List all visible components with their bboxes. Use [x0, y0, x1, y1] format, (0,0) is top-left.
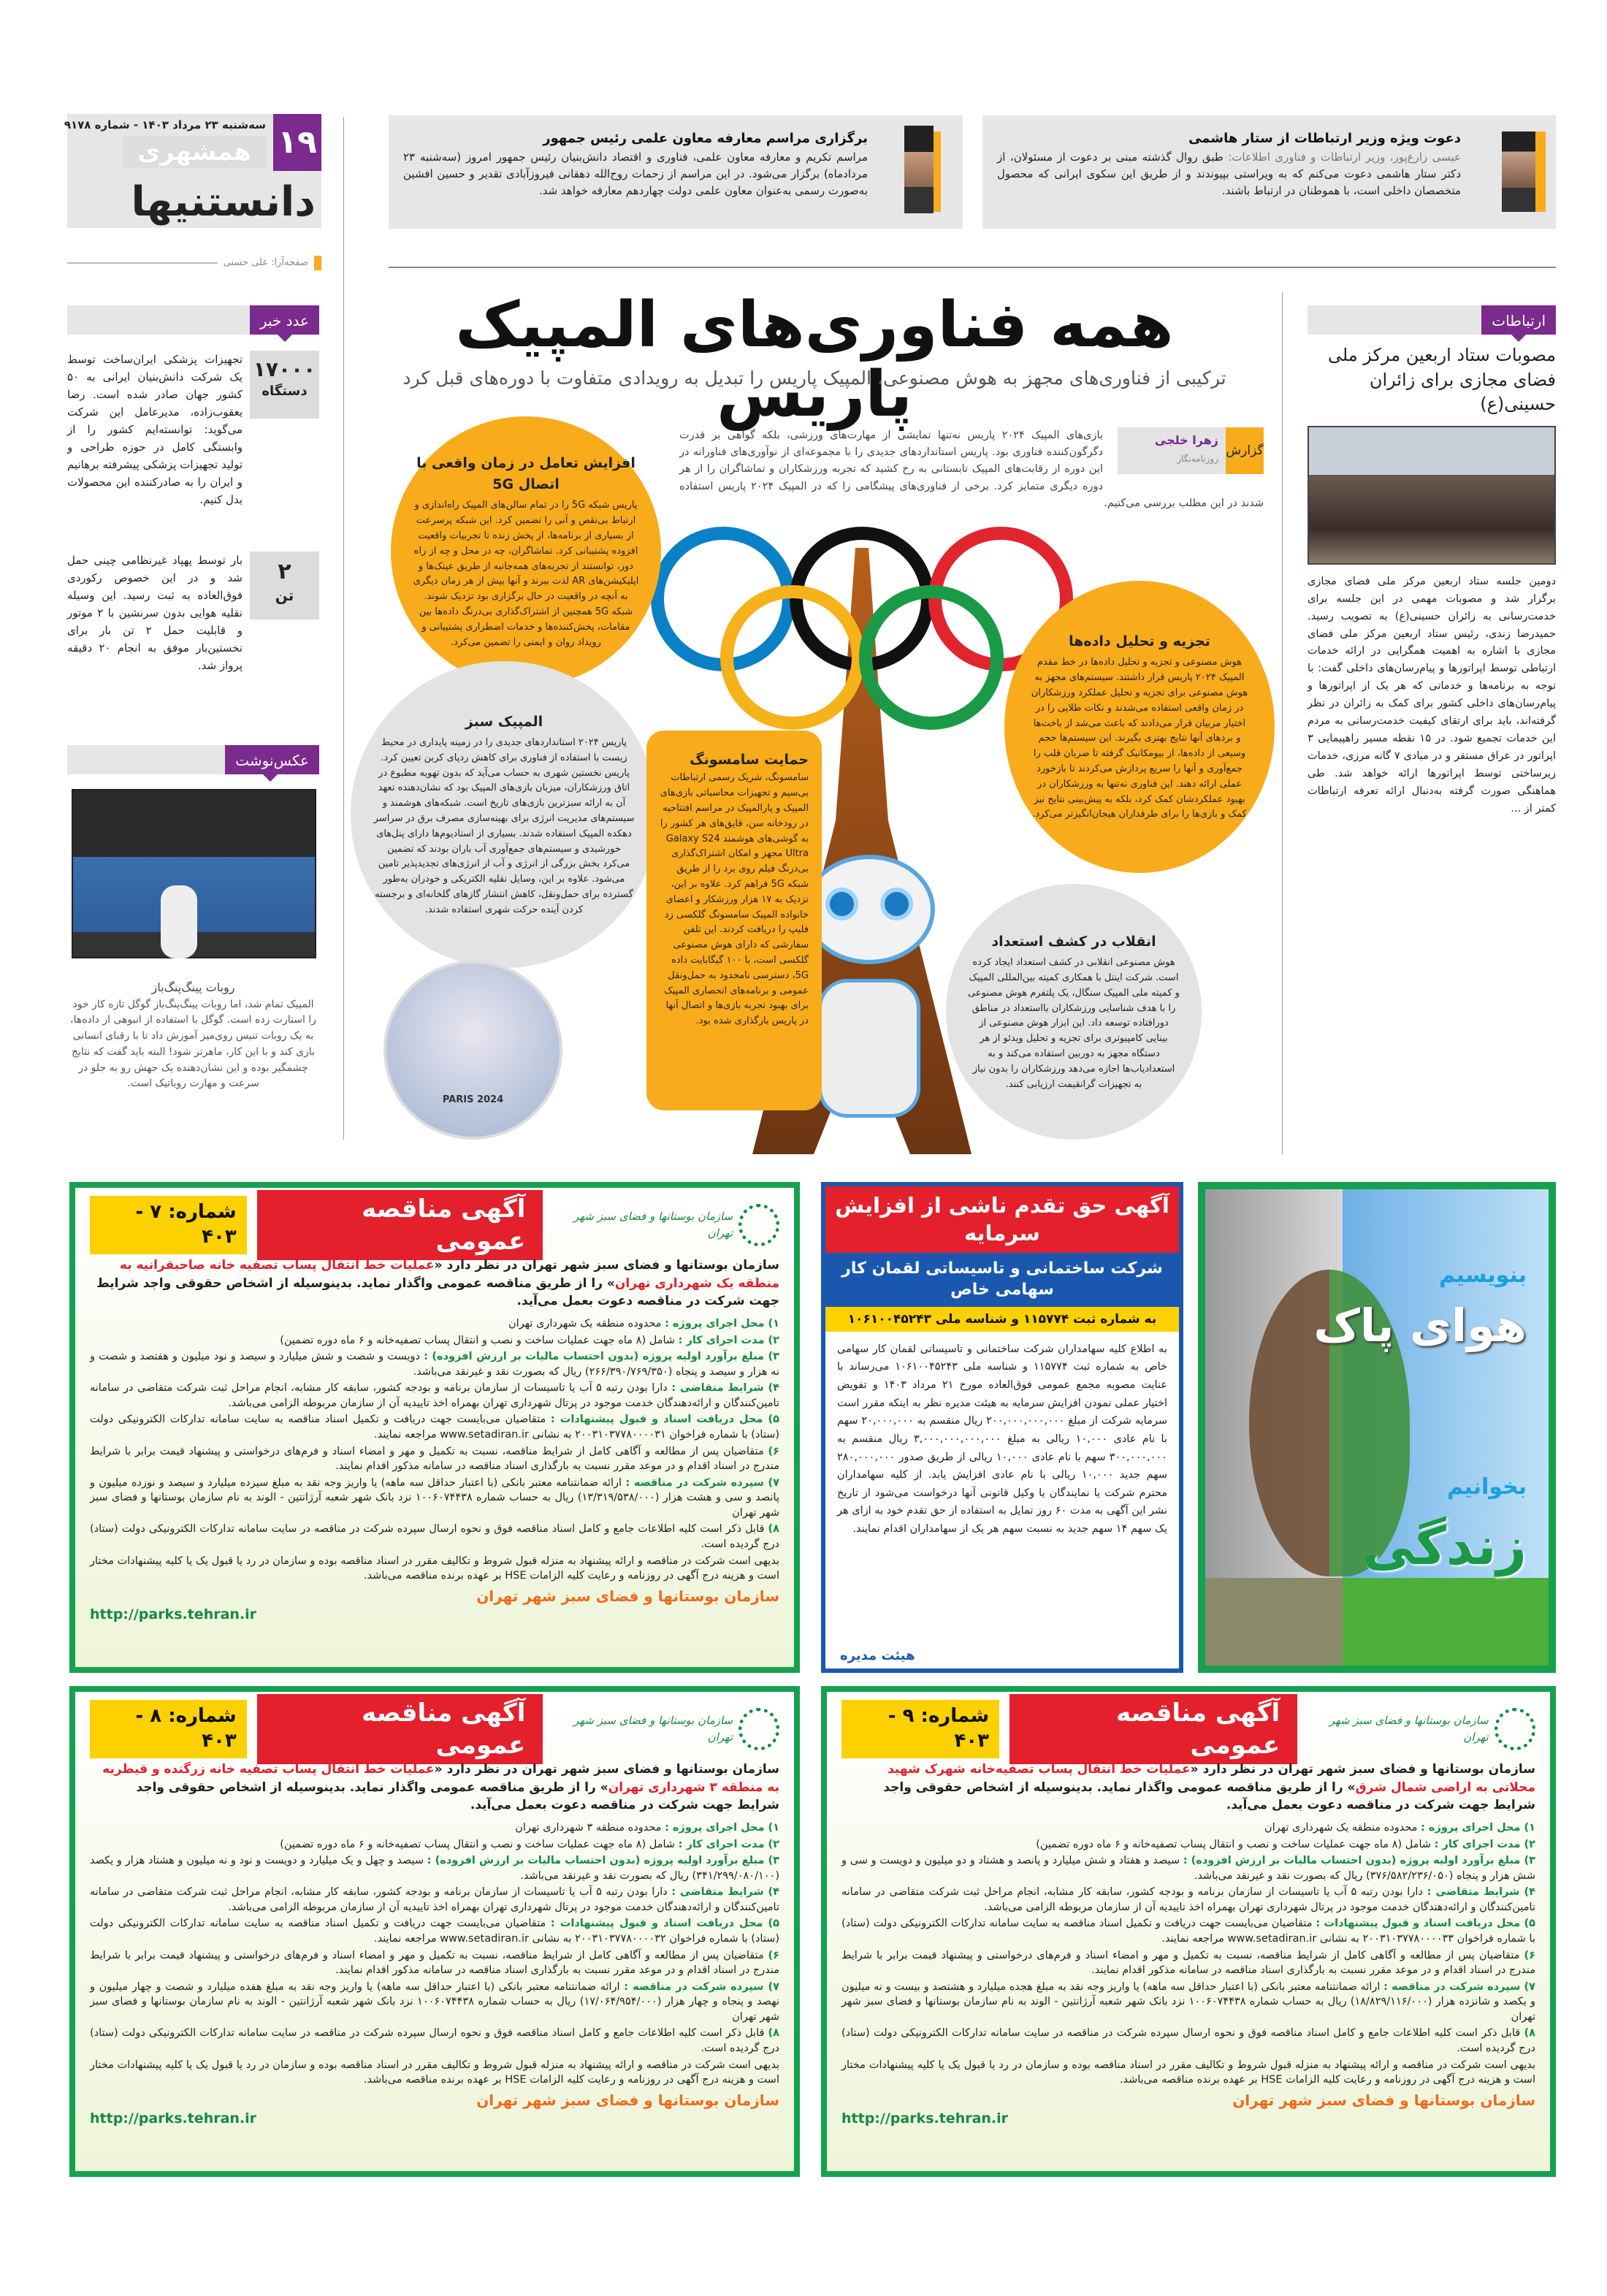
ad-clause: ۸) قابل ذکر است کلیه اطلاعات جامع و کامل اسناد مناقصه فوق و نحوه ارسال سپرده شرکت در مناقصه در سایت سامانه تدارکات الکترونیکی دولت (ستاد) درج گردیده است.	[90, 1523, 780, 1551]
issue-date: سه‌شنبه ۲۳ مرداد ۱۴۰۳ - شماره ۹۱۷۸	[64, 118, 266, 131]
ad-clause: ۵) محل دریافت اسناد و قبول پیشنهادات : متقاضیان می‌بایست جهت دریافت و تکمیل اسناد مناقصه به سایت سامانه تدارکات الکترونیکی دولت (ستاد) با شماره فراخوان ۲۰۰۳۱۰۳۷۷۸۰۰۰۰۳۳ به نشانی www.setadiran.ir مراجعه نمایند.	[841, 1918, 1535, 1945]
number-item: ۲ تن بار توسط پهپاد غیرنظامی چینی حمل شد و در این خصوص رکوردی فوق‌العاده به ثبت رسید. این وسیله نقلیه هوایی بدون سرنشین با ۲ موتور و قابلیت حمل ۲ تن بار برای نخستین‌بار موفق به انجام ۲۰ دقیقه پرواز شد.	[67, 552, 319, 674]
infographic	[358, 424, 1271, 1154]
ict-title: مصوبات ستاد اربعین مرکز ملی فضای مجازی برای زائران حسینی(ع)	[1327, 345, 1556, 415]
ad-number: شماره: ۷ - ۴۰۳	[90, 1196, 247, 1254]
ad-clause: ۸) قابل ذکر است کلیه اطلاعات جامع و کامل اسناد مناقصه فوق و نحوه ارسال سپرده شرکت در مناقصه در سایت سامانه تدارکات الکترونیکی دولت (ستاد) درج گردیده است.	[841, 2027, 1536, 2055]
top-news-science: برگزاری مراسم معارفه معاون علمی رئیس جمهور مراسم تکریم و معارفه معاون علمی، فناوری و اقتصاد دانش‌بنیان رئیس جمهور امروز (سه‌شنبه ۲۳ مردادماه) برگزار می‌شود. در این مراسم از زحمات روح‌الله دهقانی فیروزآبادی تقدیر و حسین افشین به‌صورت رسمی به‌عنوان معاون علمی دولت چهاردهم معارفه خواهد شد.	[389, 115, 963, 229]
top-news-ict: دعوت ویژه وزیر ارتباطات از ستار هاشمی عیسی زارع‌پور، وزیر ارتباطات و فناوری اطلاعات: طبق روال گذشته مبنی بر دعوت از مسئولان، از دکتر ستار هاشمی دعوت می‌کنم که به ویراستی بپیوندند و از طریق این سکوی ایرانی که محصول متخصصان داخلی است، با هموطنان در ارتباط باشند.	[982, 115, 1556, 229]
intro-block	[679, 427, 1264, 512]
parks-org-logo: سازمان بوستانها و فضای سبز شهر تهران	[553, 1204, 779, 1246]
ad-clause: ۴) شرایط متقاضی : دارا بودن رتبه ۵ آب یا تاسیسات از سازمان برنامه و بودجه کشور، سابقه کار مشابه، انجام مراحل ثبت شرکت متقاضی در سامانه تامین‌کنندگان و ارائه‌دهندگان خدمت موجود در پرتال شهرداری تهران بهمراه اخذ تاییدیه آن از سازمان مربوطه الزامی می‌باشد.	[90, 1886, 779, 1913]
robot-arm	[161, 885, 197, 958]
photo-news-body: المپیک تمام شد، اما روبات پینگ‌پنگ‌باز گوگل تازه کار خود را استارت زده است. گوگل با استفاده از انبوهی از داده‌ها، به یک روبات تنیس روی‌میز آموزش داد تا با رقبای انسانی بازی کند و با این کار، ماهرتر شود! البته باید گفت که نتایج چشمگیر بوده و این نشان‌دهنده یک جهش رو به جلو در سرعت و مهارت روباتیک است.	[70, 998, 316, 1090]
bubble-5g: افزایش تعامل در زمان واقعی با اتصال 5G پاریس شبکه 5G را در تمام سالن‌های المپیک راه‌اندازی و ارتباط بی‌نقص و آنی را تضمین کرد. این شبکه پرسرعت از بسیاری از برنامه‌ها، از پخش زنده تا تجربیات واقعیت افزوده پشتیبانی کرد. تماشاگران، چه در محل و چه از راه دور، توانستند از تجربه‌های همه‌جانبه از طریق عینک‌ها و اپلیکیشن‌های AR لذت ببرند و آنها بیش از هر زمان دیگری به آنچه در واقعیت در حال برگزاری بود نزدیک شوند. شبکه 5G همچنین از اشتراک‌گذاری بی‌درنگ داده‌ها بین مقامات، پخش‌کننده‌ها و خدمات اضطراری پشتیبانی و رویداد روان و ایمنی را تضمین می‌کرد.	[391, 416, 661, 687]
ad-clause: ۶) متقاضیان پس از مطالعه و آگاهی کامل از شرایط مناقصه، نسبت به تکمیل و مهر و امضاء اسناد و فرم‌های درخواستی و پیشنهاد قیمت برابر با شرایط مندرج در اسناد اقدام و در موعد مقرر نسبت به بارگذاری اسناد مناقصه در سامانه مذکور اقدام نمایند.	[90, 1445, 779, 1473]
ad-clause: ۶) متقاضیان پس از مطالعه و آگاهی کامل از شرایط مناقصه، نسبت به تکمیل و مهر و امضاء اسناد و فرم‌های درخواستی و پیشنهاد قیمت برابر با شرایط مندرج در اسناد اقدام و در موعد مقرر نسبت به بارگذاری اسناد مناقصه در سامانه مذکور اقدام نمایند.	[841, 1949, 1536, 1977]
ad-clause: ۵) محل دریافت اسناد و قبول پیشنهادات : متقاضیان می‌بایست جهت دریافت و تکمیل اسناد مناقصه به سایت سامانه تدارکات الکترونیکی دولت (ستاد) با شماره فراخوان ۲۰۰۳۱۰۳۷۷۸۰۰۰۰۳۱ به نشانی www.setadiran.ir مراجعه نمایند.	[90, 1414, 780, 1441]
section-tag: ارتباطات	[1481, 305, 1556, 335]
ad-clause: ۳) مبلغ برآورد اولیه پروژه (بدون احتساب مالیات بر ارزش افزوده) : دویست و شصت و شش میلیارد و سیصد و نود میلیون و هفتصد و شصت و نه هزار و سیصد و پنجاه (۲۶۶/۳۹۰/۷۶۹/۳۵۰) ریال که بصورت نقد و غیرنقد می‌باشد.	[90, 1351, 779, 1378]
arbaeen-photo	[1308, 426, 1556, 565]
paper-logo: همشهری	[123, 136, 266, 168]
number-item: ۱۷۰۰۰ دستگاه تجهیزات پزشکی ایران‌ساخت توسط یک شرکت دانش‌بنیان ایرانی به ۵۰ کشور جهان صادر شده است. رضا یعقوب‌زاده، مدیرعامل این شرکت می‌گوید: توانسته‌ایم کشور را از وابستگی کامل در حوزه طراحی و تولید تجهیزات پزشکی پیشرفته برهانیم و ایران را به صادرکننده این محصولات بدل کنیم.	[67, 351, 319, 508]
accent-marker	[314, 256, 321, 270]
ad-clause: ۴) شرایط متقاضی : دارا بودن رتبه ۵ آب یا تاسیسات از سازمان برنامه و بودجه کشور، سابقه کار مشابه، انجام مراحل ثبت شرکت متقاضی در سامانه تامین‌کنندگان و ارائه‌دهندگان خدمت موجود در پرتال شهرداری تهران بهمراه اخذ تاییدیه آن از سازمان مربوطه الزامی می‌باشد.	[90, 1382, 779, 1409]
report-byline: گزارش زهرا خلجی روزنامه‌نگار	[1118, 427, 1264, 474]
section-tag: عدد خبر	[250, 305, 319, 335]
intro-text: بازی‌های المپیک ۲۰۲۴ پاریس نه‌تنها نمایشی از مهارت‌های ورزشی، بلکه گواهی بر قدرت دگرگون‌کننده فناوری بود. پاریس استانداردهای جدیدی را با مجموعه‌ای از نوآوری‌های فناورانه در این دوره از رقابت‌های المپیک تابستانی به رخ کشید که تجربه ورزشکاران و تماشاگران را از هر دوره دیگری متمایز کرد. برخی از فناوری‌های پیشگامی را که در المپیک ۲۰۲۴ پاریس استفاده شدند در این مطلب بررسی می‌کنیم.	[679, 430, 1264, 509]
ad-title: آگهی مناقصه عمومی	[1009, 1694, 1297, 1764]
tender-ad-9: سازمان بوستانها و فضای سبز شهر تهران آگهی مناقصه عمومی شماره: ۹ - ۴۰۳ سازمان بوستانها و فضای سبز شهر تهران در نظر دارد «عملیات خط انتقال پساب تصفیه‌خانه شهرک شهید محلاتی به اراضی شمال شرق» را از طریق مناقصه عمومی واگذار نماید. بدینوسیله از اشخاص حقوقی واجد شرایط جهت شرکت در مناقصه دعوت بعمل می‌آید. ۱) محل اجرای پروژه : محدوده منطقه یک شهرداری تهران ۲) مدت اجرای کار : شامل (۸ ماه جهت عملیات ساخت و نصب و انتقال پساب تصفیه‌خانه و ۶ ماه دوره تضمین) ۳) مبلغ برآورد اولیه پروژه (بدون احتساب مالیات بر ارزش افزوده) : سیصد و هفتاد و شش میلیارد و پانصد و هشتاد و دو میلیون و دویست و سی و شش هزار و پنجاه (۳۷۶/۵۸۲/۲۳۶/۰۵۰) ریال که بصورت نقد و غیرنقد می‌باشد. ۴) شرایط متقاضی : دارا بودن رتبه ۵ آب یا تاسیسات از سازمان برنامه و بودجه کشور، سابقه کار مشابه، انجام مراحل ثبت شرکت متقاضی در سامانه تامین‌کنندگان و ارائه‌دهندگان خدمت موجود در پرتال شهرداری تهران بهمراه اخذ تاییدیه آن از سازمان مربوطه الزامی می‌باشد. ۵) محل دریافت اسناد و قبول پیشنهادات : متقاضیان می‌بایست جهت دریافت و تکمیل اسناد مناقصه به سایت سامانه تدارکات الکترونیکی دولت (ستاد) با شماره فراخوان ۲۰۰۳۱۰۳۷۷۸۰۰۰۰۳۳ به نشانی www.setadiran.ir مراجعه نمایند. ۶) متقاضیان پس از مطالعه و آگاهی کامل از شرایط مناقصه، نسبت به تکمیل و مهر و امضاء اسناد و فرم‌های درخواستی و پیشنهاد قیمت برابر با شرایط مندرج در اسناد اقدام و در موعد مقرر نسبت به بارگذاری اسناد مناقصه در سامانه مذکور اقدام نمایند. ۷) سپرده شرکت در مناقصه : ارائه ضمانتنامه معتبر بانکی (با اعتبار حداقل سه ماهه) یا واریز وجه نقد به مبلغ هجده میلیارد و هشتصد و بیست و نه میلیون و یکصد و شانزده هزار (۱۸/۸۲۹/۱۱۶/۰۰۰) ریال به حساب شماره ۱۰۰۶۰۷۴۴۳۸ نزد بانک شهر شعبه آرژانتین - الوند به نام سازمان بوستانها و فضای سبز شهر تهران ۸) قابل ذکر است کلیه اطلاعات جامع و کامل اسناد مناقصه فوق و نحوه ارسال سپرده شرکت در مناقصه در سایت سامانه تدارکات الکترونیکی دولت (ستاد) درج گردیده است. بدیهی است شرکت در مناقصه و ارائه پیشنهاد به منزله قبول شروط و تکالیف مقرر در اسناد مناقصه بوده و سازمان در رد یا قبول یک یا کلیه پیشنهادات مختار است و هزینه درج آگهی در روزنامه و رعایت کلیه الزامات HSE بر عهده برنده مناقصه می‌باشد. سازمان بوستانها و فضای سبز شهر تهران http://parks.tehran.ir	[821, 1686, 1556, 2177]
numbers-news-header	[67, 305, 319, 335]
ad-clause: ۴) شرایط متقاضی : دارا بودن رتبه ۵ آب یا تاسیسات از سازمان برنامه و بودجه کشور، سابقه کار مشابه، انجام مراحل ثبت شرکت متقاضی در سامانه تامین‌کنندگان و ارائه‌دهندگان خدمت موجود در پرتال شهرداری تهران بهمراه اخذ تاییدیه آن از سازمان مربوطه الزامی می‌باشد.	[841, 1886, 1536, 1913]
parks-org-logo: سازمان بوستانها و فضای سبز شهر تهران	[553, 1708, 779, 1750]
bubble-data-analysis: تجزیه و تحلیل داده‌ها هوش مصنوعی و تجزیه و تحلیل داده‌ها در خط مقدم المپیک ۲۰۲۴ پاریس قرار داشتند. سیستم‌های مجهز به هوش مصنوعی برای تجزیه و تحلیل عملکرد ورزشکاران در زمان واقعی استفاده می‌شدند و نکات طلایی را در اختیار مربیان قرار می‌دادند که باعث می‌شد از باخت‌ها و بردهای آنها نتایج بهتری بگیرند. این سیستم‌ها حجم وسیعی از داده‌ها، از بیومکانیک گرفته تا ضربان قلب را جمع‌آوری و آنها را سریع پردازش می‌کردند تا بازخورد عملی ارائه دهند. این فناوری نه‌تنها به ورزشکاران در بهبود عملکردشان کمک کرد، بلکه به پیش‌بینی نتایج نیز کمک و بازی‌ها را برای طرفداران هیجان‌انگیزتر می‌کرد.	[1004, 581, 1275, 873]
tehran-emblem-icon	[738, 1204, 779, 1246]
parks-link[interactable]: http://parks.tehran.ir	[841, 2110, 1009, 2127]
ad-clause: ۷) سپرده شرکت در مناقصه : ارائه ضمانتنامه معتبر بانکی (با اعتبار حداقل سه ماهه) یا واریز وجه نقد به مبلغ هجده میلیارد و هشتصد و بیست و نه میلیون و یکصد و شانزده هزار (۱۸/۸۲۹/۱۱۶/۰۰۰) ریال به حساب شماره ۱۰۰۶۰۷۴۴۳۸ نزد بانک شهر شعبه آرژانتین - الوند به نام سازمان بوستانها و فضای سبز شهر تهران	[841, 1980, 1535, 2023]
tehran-emblem-icon	[738, 1708, 779, 1750]
tender-ad-8: سازمان بوستانها و فضای سبز شهر تهران آگهی مناقصه عمومی شماره: ۸ - ۴۰۳ سازمان بوستانها و فضای سبز شهر تهران در نظر دارد «عملیات خط انتقال پساب تصفیه خانه زرگنده و قیطریه به منطقه ۳ شهرداری تهران» را از طریق مناقصه عمومی واگذار نماید. بدینوسیله از اشخاص حقوقی واجد شرایط جهت شرکت در مناقصه دعوت بعمل می‌آید. ۱) محل اجرای پروژه : محدوده منطقه ۳ شهرداری تهران ۲) مدت اجرای کار : شامل (۸ ماه جهت عملیات ساخت و نصب و انتقال پساب تصفیه‌خانه و ۶ ماه دوره تضمین) ۳) مبلغ برآورد اولیه پروژه (بدون احتساب مالیات بر ارزش افزوده) : سیصد و چهل و یک میلیارد و دویست و نود و نه میلیون و هشتاد هزار و یکصد (۳۴۱/۲۹۹/۰۸۰/۱۰۰) ریال که بصورت نقد و غیرنقد می‌باشد. ۴) شرایط متقاضی : دارا بودن رتبه ۵ آب یا تاسیسات از سازمان برنامه و بودجه کشور، سابقه کار مشابه، انجام مراحل ثبت شرکت متقاضی در سامانه تامین‌کنندگان و ارائه‌دهندگان خدمت موجود در پرتال شهرداری تهران بهمراه اخذ تاییدیه آن از سازمان مربوطه الزامی می‌باشد. ۵) محل دریافت اسناد و قبول پیشنهادات : متقاضیان می‌بایست جهت دریافت و تکمیل اسناد مناقصه به سایت سامانه تدارکات الکترونیکی دولت (ستاد) با شماره فراخوان ۲۰۰۳۱۰۳۷۷۸۰۰۰۰۳۲ به نشانی www.setadiran.ir مراجعه نمایند. ۶) متقاضیان پس از مطالعه و آگاهی کامل از شرایط مناقصه، نسبت به تکمیل و مهر و امضاء اسناد و فرم‌های درخواستی و پیشنهاد قیمت برابر با شرایط مندرج در اسناد اقدام و در موعد مقرر نسبت به بارگذاری اسناد مناقصه در سامانه مذکور اقدام نمایند. ۷) سپرده شرکت در مناقصه : ارائه ضمانتنامه معتبر بانکی (با اعتبار حداقل سه ماهه) یا واریز وجه نقد به مبلغ هفده میلیارد و شصت و چهار میلیون و نهصد و پنجاه و چهار هزار (۱۷/۰۶۴/۹۵۴/۰۰۰) ریال به حساب شماره ۱۰۰۶۰۷۴۴۳۸ نزد بانک شهر شعبه آرژانتین - الوند به نام سازمان بوستانها و فضای سبز شهر تهران ۸) قابل ذکر است کلیه اطلاعات جامع و کامل اسناد مناقصه فوق و نحوه ارسال سپرده شرکت در مناقصه در سایت سامانه تدارکات الکترونیکی دولت (ستاد) درج گردیده است. بدیهی است شرکت در مناقصه و ارائه پیشنهاد به منزله قبول شروط و تکالیف مقرر در اسناد مناقصه بوده و سازمان در رد یا قبول یک یا کلیه پیشنهادات مختار است و هزینه درج آگهی در روزنامه و رعایت کلیه الزامات HSE بر عهده برنده مناقصه می‌باشد. سازمان بوستانها و فضای سبز شهر تهران http://parks.tehran.ir	[69, 1686, 800, 2177]
ad-clause: بدیهی است شرکت در مناقصه و ارائه پیشنهاد به منزله قبول شروط و تکالیف مقرر در اسناد مناقصه بوده و سازمان در رد یا قبول یک یا کلیه پیشنهادات مختار است و هزینه درج آگهی در روزنامه و رعایت کلیه الزامات HSE بر عهده برنده مناقصه می‌باشد.	[90, 1555, 779, 1582]
robot-pingpong-photo	[72, 789, 316, 958]
grass	[1205, 1578, 1549, 1666]
portrait-photo	[1502, 131, 1546, 212]
section-title: دانستنیها	[131, 178, 316, 226]
paris-robot-image	[383, 961, 562, 1140]
ad-title: آگهی مناقصه عمومی	[257, 1190, 543, 1260]
ad-clause: ۶) متقاضیان پس از مطالعه و آگاهی کامل از شرایط مناقصه، نسبت به تکمیل و مهر و امضاء اسناد و فرم‌های درخواستی و پیشنهاد قیمت برابر با شرایط مندرج در اسناد اقدام و در موعد مقرر نسبت به بارگذاری اسناد مناقصه در سامانه مذکور اقدام نمایند.	[90, 1949, 779, 1977]
bubble-talent-discovery: انقلاب در کشف استعداد هوش مصنوعی انقلابی در کشف استعداد ایجاد کرده است. شرکت اینتل با همکاری کمیته بین‌المللی المپیک و کمیته ملی المپیک سنگال، یک پلتفرم هوش مصنوعی را با هدف شناسایی ورزشکاران بااستعداد در مناطق دورافتاده توسعه داد. این ابزار هوش مصنوعی از بینایی کامپیوتری برای تجزیه و تحلیل ویدئو از هر دستگاه مجهز به دوربین استفاده می‌کند و به استعدادیاب‌ها اجازه می‌دهد ورزشکاران را بدون نیاز به تجهیزات گرانقیمت ارزیابی کنند.	[946, 884, 1202, 1140]
ad-clause: ۷) سپرده شرکت در مناقصه : ارائه ضمانتنامه معتبر بانکی (با اعتبار حداقل سه ماهه) یا واریز وجه نقد به مبلغ هفده میلیارد و شصت و چهار میلیون و نهصد و پنجاه و چهار هزار (۱۷/۰۶۴/۹۵۴/۰۰۰) ریال به حساب شماره ۱۰۰۶۰۷۴۴۳۸ نزد بانک شهر شعبه آرژانتین - الوند به نام سازمان بوستانها و فضای سبز شهر تهران	[90, 1980, 780, 2023]
tender-ad-7: سازمان بوستانها و فضای سبز شهر تهران آگهی مناقصه عمومی شماره: ۷ - ۴۰۳ سازمان بوستانها و فضای سبز شهر تهران در نظر دارد «عملیات خط انتقال پساب تصفیه خانه صاحبقرانیه به منطقه یک شهرداری تهران» را از طریق مناقصه عمومی واگذار نماید. بدینوسیله از اشخاص حقوقی واجد شرایط جهت شرکت در مناقصه دعوت بعمل می‌آید. ۱) محل اجرای پروژه : محدوده منطقه یک شهرداری تهران ۲) مدت اجرای کار : شامل (۸ ماه جهت عملیات ساخت و نصب و انتقال پساب تصفیه‌خانه و ۶ ماه دوره تضمین) ۳) مبلغ برآورد اولیه پروژه (بدون احتساب مالیات بر ارزش افزوده) : دویست و شصت و شش میلیارد و سیصد و نود میلیون و هفتصد و شصت و نه هزار و سیصد و پنجاه (۲۶۶/۳۹۰/۷۶۹/۳۵۰) ریال که بصورت نقد و غیرنقد می‌باشد. ۴) شرایط متقاضی : دارا بودن رتبه ۵ آب یا تاسیسات از سازمان برنامه و بودجه کشور، سابقه کار مشابه، انجام مراحل ثبت شرکت متقاضی در سامانه تامین‌کنندگان و ارائه‌دهندگان خدمت موجود در پرتال شهرداری تهران بهمراه اخذ تاییدیه آن از سازمان مربوطه الزامی می‌باشد. ۵) محل دریافت اسناد و قبول پیشنهادات : متقاضیان می‌بایست جهت دریافت و تکمیل اسناد مناقصه به سایت سامانه تدارکات الکترونیکی دولت (ستاد) با شماره فراخوان ۲۰۰۳۱۰۳۷۷۸۰۰۰۰۳۱ به نشانی www.setadiran.ir مراجعه نمایند. ۶) متقاضیان پس از مطالعه و آگاهی کامل از شرایط مناقصه، نسبت به تکمیل و مهر و امضاء اسناد و فرم‌های درخواستی و پیشنهاد قیمت برابر با شرایط مندرج در اسناد اقدام و در موعد مقرر نسبت به بارگذاری اسناد مناقصه در سامانه مذکور اقدام نمایند. ۷) سپرده شرکت در مناقصه : ارائه ضمانتنامه معتبر بانکی (با اعتبار حداقل سه ماهه) یا واریز وجه نقد به مبلغ سیزده میلیارد و سیصد و نوزده میلیون و پانصد و سی و هشت هزار (۱۳/۳۱۹/۵۳۸/۰۰۰) ریال به حساب شماره ۱۰۰۶۰۷۴۴۳۸ نزد بانک شهر شعبه آرژانتین - الوند به نام سازمان بوستانها و فضای سبز شهر تهران ۸) قابل ذکر است کلیه اطلاعات جامع و کامل اسناد مناقصه فوق و نحوه ارسال سپرده شرکت در مناقصه در سایت سامانه تدارکات الکترونیکی دولت (ستاد) درج گردیده است. بدیهی است شرکت در مناقصه و ارائه پیشنهاد به منزله قبول شروط و تکالیف مقرر در اسناد مناقصه بوده و سازمان در رد یا قبول یک یا کلیه پیشنهادات مختار است و هزینه درج آگهی در روزنامه و رعایت کلیه الزامات HSE بر عهده برنده مناقصه می‌باشد. سازمان بوستانها و فضای سبز شهر تهران http://parks.tehran.ir	[69, 1182, 800, 1673]
ad-clause: بدیهی است شرکت در مناقصه و ارائه پیشنهاد به منزله قبول شروط و تکالیف مقرر در اسناد مناقصه بوده و سازمان در رد یا قبول یک یا کلیه پیشنهادات مختار است و هزینه درج آگهی در روزنامه و رعایت کلیه الزامات HSE بر عهده برنده مناقصه می‌باشد.	[841, 2059, 1535, 2086]
column-rule	[1282, 292, 1283, 1154]
page-number: ۱۹	[273, 114, 321, 171]
photo-news-title: روبات پینگ‌پنگ‌باز	[151, 980, 235, 994]
capital-increase-ad: آگهی حق تقدم ناشی از افزایش سرمایه شرکت ساختمانی و تاسیساتی لقمان کار سهامی خاص به شماره ثبت ۱۱۵۷۷۴ و شناسه ملی ۱۰۶۱۰۰۴۵۲۴۳ به اطلاع کلیه سهامداران شرکت ساختمانی و تاسیساتی لقمان کار سهامی خاص به شماره ثبت ۱۱۵۷۷۴ و شناسه ملی ۱۰۶۱۰۰۴۵۲۴۳ می‌رساند با عنایت مصوبه مجمع عمومی فوق‌العاده مورخ ۲۱ مرداد ۱۴۰۳ و تفویض اختیار عملی نمودن افزایش سرمایه به هیئت مدیره نظر به اینکه مقرر است سرمایه شرکت از مبلغ ۲۰۰,۰۰۰,۰۰۰,۰۰۰ ریال منقسم به ۲۰,۰۰۰,۰۰۰ سهم با نام عادی ۱۰,۰۰۰ ریالی به مبلغ ۳,۰۰۰,۰۰۰,۰۰۰,۰۰۰ ریال منقسم به ۳۰۰,۰۰۰,۰۰۰ سهم با نام عادی ۱۰,۰۰۰ ریالی از طریق صدور ۲۸۰,۰۰۰,۰۰۰ سهم جدید ۱۰,۰۰۰ ریالی با نام عادی افزایش یابد. از کلیه سهامداران محترم شرکت یا نمایندگان یا وکیل قانونی آنها درخواست می‌شود از تاریخ نشر این آگهی به مدت ۶۰ روز تمایل به استفاده از حق تقدم خود به ازای هر یک سهم ۱۴ سهم جدید به نسبت سهم هر یک از سهامداران اقدام نمایند. هیئت مدیره	[821, 1182, 1183, 1673]
ad-clause: بدیهی است شرکت در مناقصه و ارائه پیشنهاد به منزله قبول شروط و تکالیف مقرر در اسناد مناقصه بوده و سازمان در رد یا قبول یک یا کلیه پیشنهادات مختار است و هزینه درج آگهی در روزنامه و رعایت کلیه الزامات HSE بر عهده برنده مناقصه می‌باشد.	[90, 2059, 779, 2086]
masthead	[64, 114, 321, 228]
portrait-photo-face	[904, 126, 934, 213]
ad-clause: ۷) سپرده شرکت در مناقصه : ارائه ضمانتنامه معتبر بانکی (با اعتبار حداقل سه ماهه) یا واریز وجه نقد به مبلغ سیزده میلیارد و سیصد و نوزده میلیون و پانصد و سی و هشت هزار (۱۳/۳۱۹/۵۳۸/۰۰۰) ریال به حساب شماره ۱۰۰۶۰۷۴۴۳۸ نزد بانک شهر شعبه آرژانتین - الوند به نام سازمان بوستانها و فضای سبز شهر تهران	[90, 1476, 780, 1519]
column-rule	[343, 117, 344, 1140]
ad-clause: ۱) محل اجرای پروژه : محدوده منطقه یک شهرداری تهران	[508, 1317, 779, 1330]
tehran-emblem-icon	[1495, 1708, 1535, 1750]
page-designer: صفحه‌آرا: علی حسنی	[67, 256, 321, 270]
parks-org-logo: سازمان بوستانها و فضای سبز شهر تهران	[1308, 1708, 1535, 1750]
section-tag: عکس‌نوشت	[225, 745, 319, 774]
paris-2024-badge: PARIS 2024	[442, 1094, 504, 1105]
ad-clause: ۸) قابل ذکر است کلیه اطلاعات جامع و کامل اسناد مناقصه فوق و نحوه ارسال سپرده شرکت در مناقصه در سایت سامانه تدارکات الکترونیکی دولت (ستاد) درج گردیده است.	[90, 2027, 780, 2055]
ad-clause: ۲) مدت اجرای کار : شامل (۸ ماه جهت عملیات ساخت و نصب و انتقال پساب تصفیه‌خانه و ۶ ماه دوره تضمین)	[280, 1334, 779, 1346]
parks-link[interactable]: http://parks.tehran.ir	[90, 1606, 257, 1622]
main-subtitle: ترکیبی از فناوری‌های مجهز به هوش مصنوعی، المپیک پاریس را تبدیل به رویدادی متفاوت با دوره‌های قبل کرد	[402, 367, 1226, 389]
bubble-green-olympics: المپیک سبز پاریس ۲۰۲۴ استانداردهای جدیدی را در زمینه پایداری در محیط زیست با استفاده از فناوری برای کاهش ردپای کربن تعیین کرد. پاریس نخستین شهری به حساب می‌آید که بدون تهویه مطبوع در اتاق ورزشکاران، میزبان بازی‌های المپیک بود که نشان‌دهنده تعهد آن به ارائه سبزترین بازی‌های تاریخ است. شبکه‌های هوشمند و سیستم‌های مدیریت انرژی برای بهینه‌سازی مصرف برق در سراسر دهکده المپیک استفاده شدند. بسیاری از استادیوم‌ها دارای پنل‌های خورشیدی و سیستم‌های جمع‌آوری آب باران بودند که تضمین می‌کرد بخش بزرگی از انرژی و آب از انرژی‌های تجدیدپذیر تامین می‌شود. علاوه بر این، وسایل نقلیه الکتریکی و خودران به‌طور گسترده برای حمل‌ونقل، کاهش انتشار گازهای گلخانه‌ای و برجسته کردن آینده حرکت شهری استفاده شدند.	[351, 661, 657, 968]
ict-body: دومین جلسه ستاد اربعین مرکز ملی فضای مجازی برگزار شد و مصوبات مهمی در این جلسه برای خدمت‌رسانی به زائران حسینی(ع) به تصویب رسید. حمیدرضا زندی، رئیس ستاد اربعین مرکز ملی فضای مجازی با اشاره به اهمیت همگرایی در ارائه خدمات ارتباطی توسط اپراتورها و پیام‌رسان‌های داخلی گفت: با توجه به برنامه‌ها و خدماتی که هر یک از اپراتورها و پیام‌رسان‌های داخلی کشور برای کمک به زائران در نظر گرفته‌اند، باید برای ارتقای کیفیت خدمت‌رسانی به مردم این خدمات تجمیع شود. در ۱۵ نقطه مسیر راهپیمایی ۳ اپراتور در عراق مستقر و در مبادی ۷ گانه مرزی، خدمات زیرساختی توسط اپراتورها ارائه خواهد شد. طی هماهنگی صورت گرفته به‌دنبال ارائه تعرفه ارتباطات کمتر از ...	[1308, 575, 1556, 815]
ad-clause: ۵) محل دریافت اسناد و قبول پیشنهادات : متقاضیان می‌بایست جهت دریافت و تکمیل اسناد مناقصه به سایت سامانه تدارکات الکترونیکی دولت (ستاد) با شماره فراخوان ۲۰۰۳۱۰۳۷۷۸۰۰۰۰۳۲ به نشانی www.setadiran.ir مراجعه نمایند.	[90, 1918, 780, 1945]
box-samsung: حمایت سامسونگ سامسونگ، شریک رسمی ارتباطات بی‌سیم و تجهیزات محاسباتی بازی‌های المپیک و پارالمپیک در مراسم افتتاحیه در رودخانه سن، قایق‌های هر کشور را به گوشی‌های هوشمند Galaxy S24 Ultra مجهز و امکان اشتراک‌گذاری بی‌درنگ فیلم روی برد را از طریق شبکه 5G فراهم کرد. علاوه بر این، نزدیک به ۱۷ هزار ورزشکار و اعضای خانواده المپیک سامسونگ گلکسی زد فلیپ را دریافت کردند. این تلفن سفارشی که دارای هوش مصنوعی گلکسی است، با ۱۰۰ گیگابایت داده 5G، دسترسی نامحدود به حمل‌ونقل عمومی و برنامه‌های انحصاری المپیک برای بهبود تجربه بازی‌ها و اتصال آنها در پاریس بارگذاری شده بود.	[646, 731, 822, 1110]
ad-clause: ۲) مدت اجرای کار : شامل (۸ ماه جهت عملیات ساخت و نصب و انتقال پساب تصفیه‌خانه و ۶ ماه دوره تضمین)	[280, 1838, 779, 1850]
divider	[389, 267, 1556, 268]
ad-number: شماره: ۹ - ۴۰۳	[841, 1700, 999, 1758]
ict-header	[1308, 305, 1556, 335]
ad-number: شماره: ۸ - ۴۰۳	[90, 1700, 247, 1758]
ad-clause: ۲) مدت اجرای کار : شامل (۸ ماه جهت عملیات ساخت و نصب و انتقال پساب تصفیه‌خانه و ۶ ماه دوره تضمین)	[1036, 1838, 1535, 1850]
ad-clause: ۳) مبلغ برآورد اولیه پروژه (بدون احتساب مالیات بر ارزش افزوده) : سیصد و چهل و یک میلیارد و دویست و نود و نه میلیون و هشتاد هزار و یکصد (۳۴۱/۲۹۹/۰۸۰/۱۰۰) ریال که بصورت نقد و غیرنقد می‌باشد.	[90, 1855, 780, 1882]
main-headline: همه فناوری‌های المپیک پاریس	[455, 289, 1174, 431]
ad-title: آگهی مناقصه عمومی	[257, 1694, 543, 1764]
clean-air-ad: بنویسیم هوای پاک بخوانیم زندگی	[1198, 1182, 1556, 1673]
ict-column	[1308, 343, 1556, 818]
ad-clause: ۱) محل اجرای پروژه : محدوده منطقه ۳ شهرداری تهران	[515, 1821, 779, 1834]
ad-clause: ۱) محل اجرای پروژه : محدوده منطقه یک شهرداری تهران	[1264, 1821, 1535, 1834]
ad-clause: ۳) مبلغ برآورد اولیه پروژه (بدون احتساب مالیات بر ارزش افزوده) : سیصد و هفتاد و شش میلیارد و پانصد و هشتاد و دو میلیون و دویست و سی و شش هزار و پنجاه (۳۷۶/۵۸۲/۲۳۶/۰۵۰) ریال که بصورت نقد و غیرنقد می‌باشد.	[841, 1855, 1535, 1882]
parks-link[interactable]: http://parks.tehran.ir	[90, 2110, 257, 2127]
divider	[67, 262, 218, 264]
photo-news-header	[67, 745, 319, 774]
